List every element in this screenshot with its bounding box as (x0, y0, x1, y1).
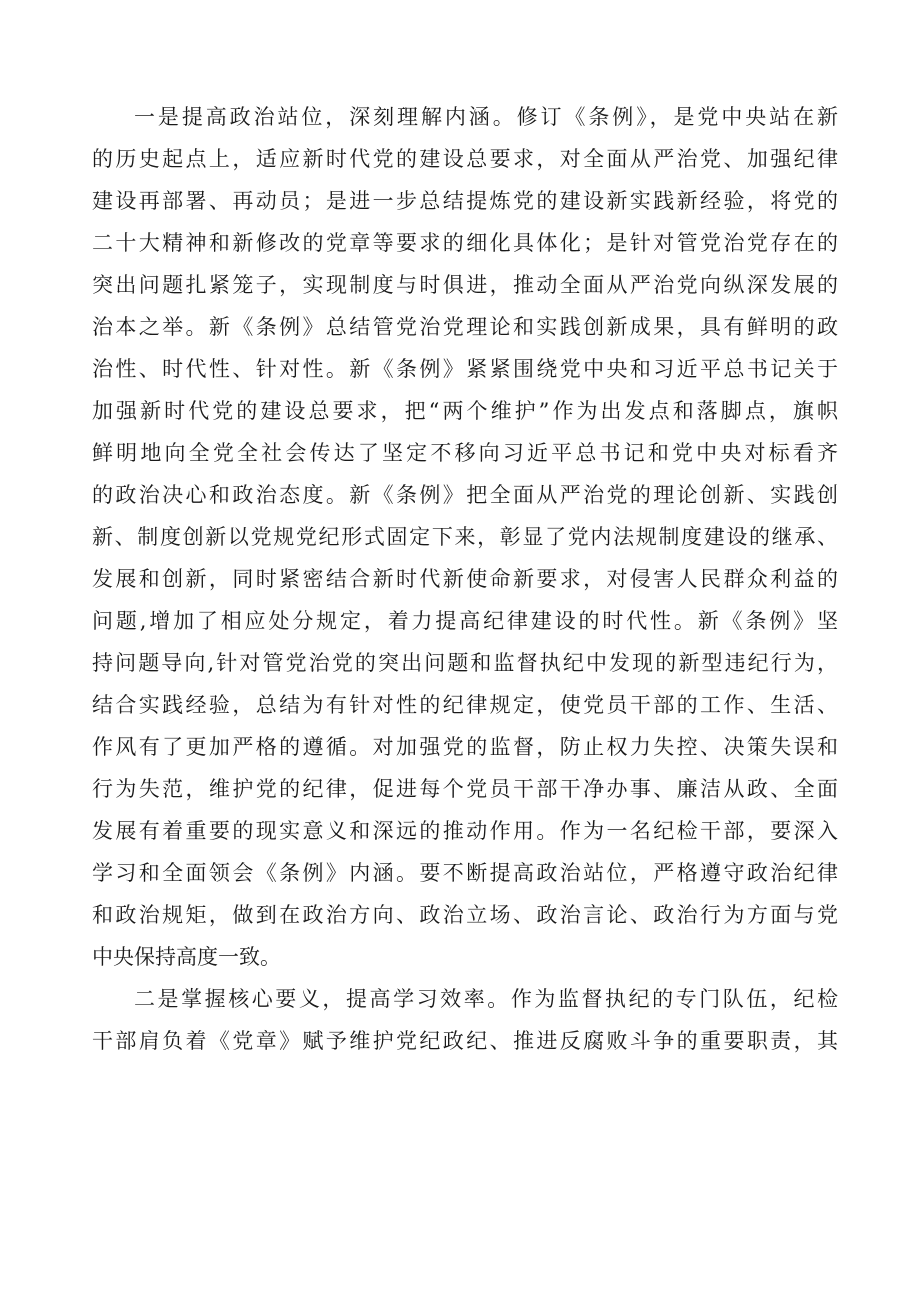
paragraph-line: 治本之举。新《条例》总结管党治党理论和实践创新成果，具有鲜明的政 (92, 315, 838, 339)
paragraph-line: 学习和全面领会《条例》内涵。要不断提高政治站位，严格遵守政治纪律 (92, 861, 838, 885)
paragraph-line: 建设再部署、再动员；是进一步总结提炼党的建设新实践新经验，将党的 (92, 189, 838, 213)
paragraph-line: 的政治决心和政治态度。新《条例》把全面从严治党的理论创新、实践创 (92, 483, 838, 507)
paragraph-line: 鲜明地向全党全社会传达了坚定不移向习近平总书记和党中央对标看齐 (92, 441, 838, 465)
paragraph-line: 结合实践经验，总结为有针对性的纪律规定，使党员干部的工作、生活、 (92, 693, 838, 717)
paragraph-line: 中央保持高度一致。 (92, 945, 281, 969)
paragraph-core-essentials (92, 978, 838, 1062)
paragraph-line: 发展有着重要的现实意义和深远的推动作用。作为一名纪检干部，要深入 (92, 819, 838, 843)
paragraph-line: 突出问题扎紧笼子，实现制度与时俱进，推动全面从严治党向纵深发展的 (92, 273, 838, 297)
paragraph-line: 行为失范，维护党的纪律，促进每个党员干部干净办事、廉洁从政、全面 (92, 777, 838, 801)
paragraph-line: 治性、时代性、针对性。新《条例》紧紧围绕党中央和习近平总书记关于 (92, 357, 838, 381)
paragraph-line: 加强新时代党的建设总要求，把“两个维护”作为出发点和落脚点，旗帜 (92, 399, 838, 423)
paragraph-political-stance (92, 96, 838, 978)
paragraph-line: 持问题导向,针对管党治党的突出问题和监督执纪中发现的新型违纪行为， (92, 651, 838, 675)
document-page (92, 96, 838, 1062)
paragraph-line: 一是提高政治站位，深刻理解内涵。修订《条例》，是党中央站在新 (134, 105, 838, 129)
paragraph-line: 作风有了更加严格的遵循。对加强党的监督，防止权力失控、决策失误和 (92, 735, 838, 759)
paragraph-line: 二十大精神和新修改的党章等要求的细化具体化；是针对管党治党存在的 (92, 231, 838, 255)
paragraph-line: 发展和创新，同时紧密结合新时代新使命新要求，对侵害人民群众利益的 (92, 567, 838, 591)
paragraph-line: 新、制度创新以党规党纪形式固定下来，彰显了党内法规制度建设的继承、 (92, 525, 838, 549)
paragraph-line: 干部肩负着《党章》赋予维护党纪政纪、推进反腐败斗争的重要职责，其 (92, 1029, 838, 1053)
paragraph-line: 和政治规矩，做到在政治方向、政治立场、政治言论、政治行为方面与党 (92, 903, 838, 927)
paragraph-line: 问题,增加了相应处分规定，着力提高纪律建设的时代性。新《条例》坚 (92, 609, 838, 633)
paragraph-line: 二是掌握核心要义，提高学习效率。作为监督执纪的专门队伍，纪检 (134, 987, 838, 1011)
paragraph-line: 的历史起点上，适应新时代党的建设总要求，对全面从严治党、加强纪律 (92, 147, 838, 171)
